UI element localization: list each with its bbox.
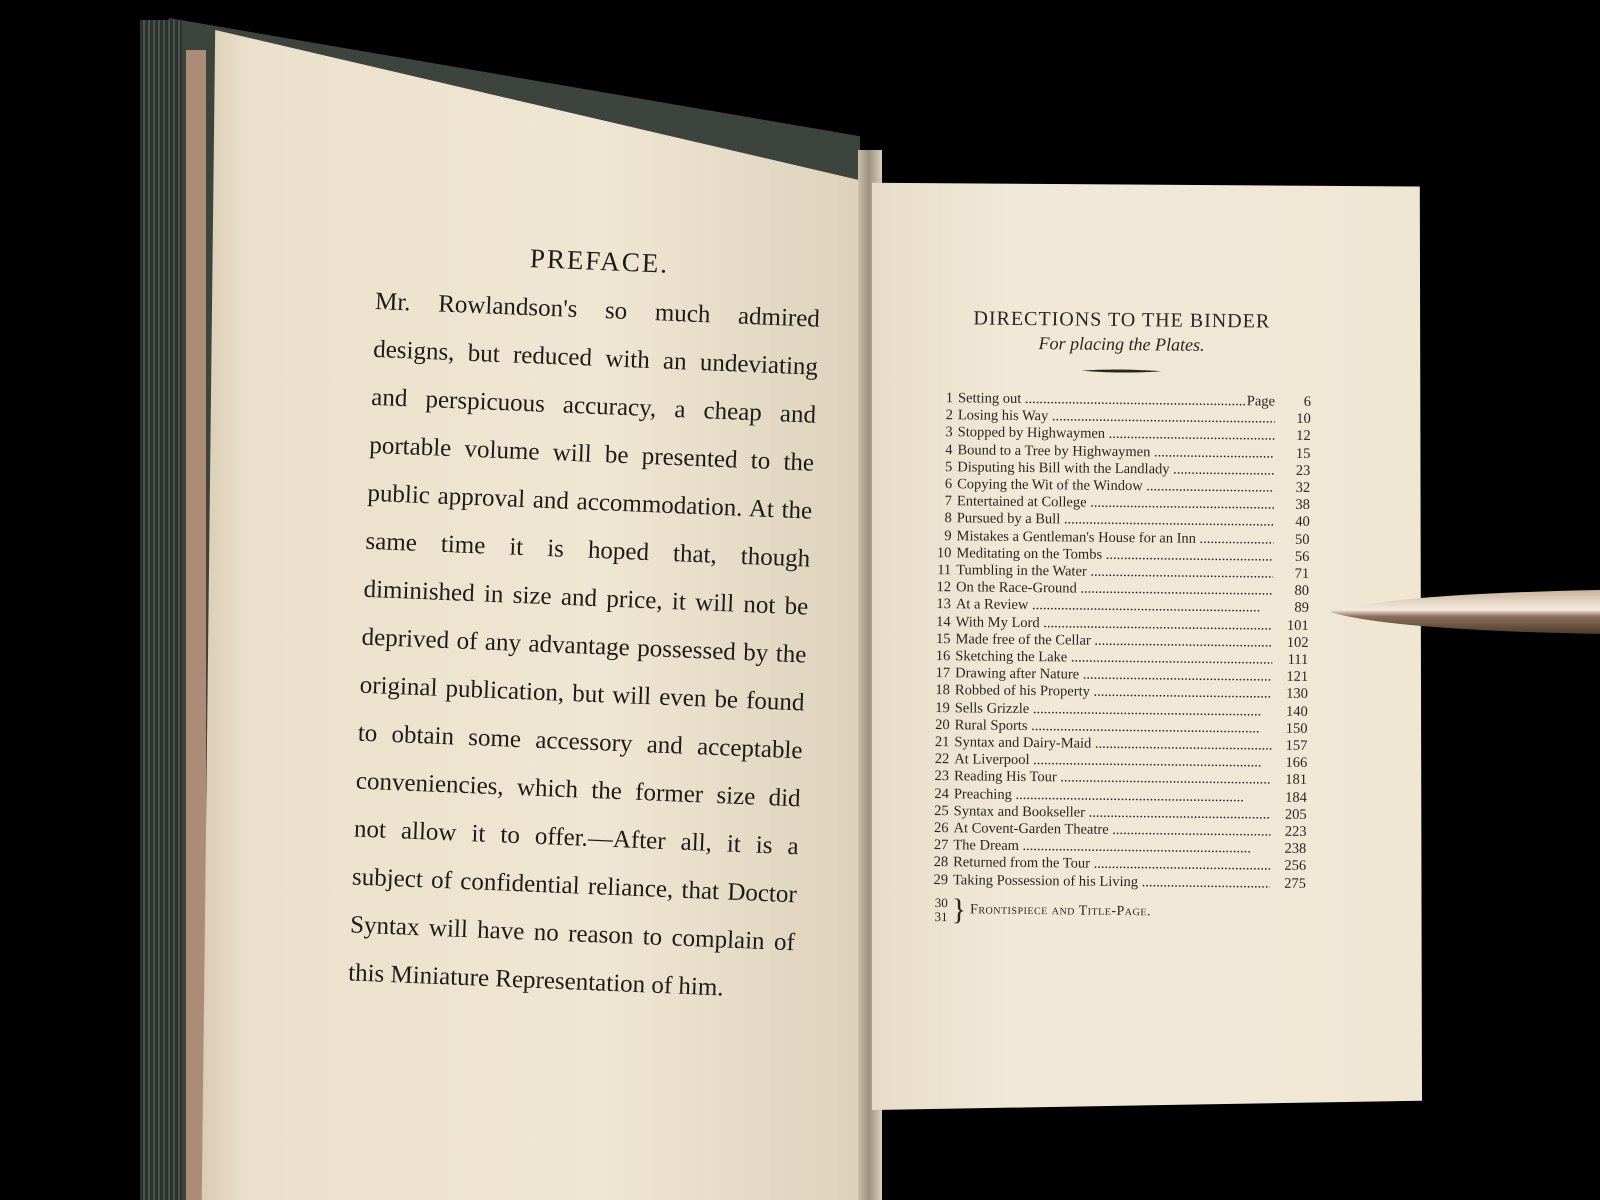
plate-number: 3 — [945, 424, 953, 441]
plate-title: With My Lord ..... — [956, 614, 1273, 635]
plate-page-number: 71 — [1294, 565, 1310, 582]
plate-number: 26 — [933, 820, 949, 837]
plate-page-number: 10 — [1296, 411, 1311, 428]
brace-icon: } — [951, 893, 967, 927]
plate-page-number: 184 — [1285, 789, 1307, 806]
plate-page-number: 256 — [1284, 858, 1307, 875]
plate-number: 14 — [936, 613, 951, 630]
frontispiece-row — [926, 895, 1306, 929]
plate-number: 25 — [934, 802, 949, 820]
plate-list — [926, 390, 1311, 893]
plate-page-number: 101 — [1286, 617, 1309, 634]
page-label: Page — [1246, 393, 1276, 410]
deckled-page-edge — [186, 50, 206, 1200]
plate-title: Mistakes a Gentleman's House for an Inn ..... — [956, 528, 1273, 549]
plate-number: 12 — [936, 579, 952, 596]
plate-title: Drawing after Nature ..... — [955, 666, 1272, 687]
plate-page-number: 223 — [1284, 823, 1307, 841]
plate-title: Syntax and Dairy-Maid ..... — [954, 734, 1271, 755]
plate-page-number: 50 — [1294, 531, 1310, 548]
plate-number: 19 — [935, 699, 950, 716]
plate-page-number: 181 — [1285, 772, 1308, 789]
plate-title: At a Review ..... — [956, 597, 1273, 618]
plate-page-number: 80 — [1294, 583, 1310, 600]
directions-subtitle: For placing the Plates. — [1038, 333, 1205, 355]
plate-number: 16 — [935, 648, 951, 665]
plate-number: 27 — [933, 837, 949, 854]
plate-number: 20 — [935, 716, 950, 734]
plate-number: 4 — [945, 441, 953, 458]
plate-number: 1 — [945, 390, 954, 407]
preface-section — [347, 232, 822, 1015]
plate-title: Disputing his Bill with the Landlady ..... — [957, 459, 1274, 480]
cloth-spine — [140, 20, 182, 1200]
plate-title: Entertained at College ..... — [957, 493, 1274, 514]
plate-title: At Covent-Garden Theatre ..... — [953, 820, 1270, 841]
plate-title: Setting out ..... — [958, 390, 1247, 410]
plate-number: 24 — [934, 785, 949, 802]
plate-number: 15 — [935, 630, 951, 648]
plate-title: Pursued by a Bull ..... — [957, 511, 1274, 532]
plate-page-number: 166 — [1285, 754, 1308, 772]
plate-number: 22 — [934, 751, 950, 768]
plate-number: 31 — [934, 908, 948, 925]
plate-number: 7 — [944, 493, 953, 510]
directions-title: DIRECTIONS TO THE BINDER — [973, 307, 1271, 333]
plate-page-number: 89 — [1294, 600, 1309, 617]
plate-title: Returned from the Tour ..... — [953, 855, 1270, 876]
plate-number: 6 — [944, 476, 953, 493]
plate-title: Copying the Wit of the Window ..... — [957, 476, 1274, 497]
plate-page-number: 150 — [1285, 720, 1308, 737]
preface-title: PREFACE. — [529, 243, 670, 279]
plate-number: 11 — [937, 562, 952, 579]
plate-page-number: 140 — [1285, 703, 1308, 720]
plate-page-number: 23 — [1295, 462, 1311, 479]
plate-number: 29 — [933, 871, 949, 888]
plate-title: Bound to a Tree by Highwaymen ..... — [957, 442, 1274, 463]
plate-page-number: 40 — [1295, 514, 1310, 531]
plate-page-number: 6 — [1303, 393, 1312, 410]
plate-title: The Dream ..... — [953, 838, 1270, 859]
plate-page-number: 32 — [1295, 479, 1311, 496]
plate-number: 21 — [934, 734, 950, 751]
plate-page-number: 102 — [1286, 634, 1309, 651]
plate-number: 23 — [934, 768, 950, 785]
binder-directions — [926, 306, 1312, 929]
plate-number: 10 — [936, 544, 952, 562]
plate-page-number: 38 — [1295, 497, 1311, 514]
plate-title: Robbed of his Property ..... — [955, 683, 1272, 704]
plate-title: Taking Possession of his Living ..... — [953, 872, 1270, 893]
plate-title: Sketching the Lake ..... — [955, 648, 1272, 669]
plate-title: Tumbling in the Water ..... — [956, 562, 1273, 583]
ornament-rule-icon — [1081, 368, 1161, 375]
plate-page-number: 238 — [1284, 841, 1307, 858]
plate-title: Reading His Tour ..... — [954, 769, 1271, 790]
plate-title: Made free of the Cellar ..... — [955, 631, 1272, 652]
plate-page-number: 157 — [1285, 737, 1308, 755]
plate-page-number: 12 — [1296, 428, 1311, 445]
plate-number: 2 — [945, 407, 953, 424]
frontispiece-title: Frontispiece and Title-Page. — [970, 902, 1151, 920]
plate-title: Losing his Way ..... — [958, 407, 1275, 428]
plate-page-number: 111 — [1287, 651, 1309, 669]
paper-knife — [1330, 582, 1600, 642]
plate-number: 13 — [936, 596, 951, 613]
plate-title: Preaching ..... — [954, 786, 1271, 807]
plate-page-number: 15 — [1295, 445, 1311, 462]
plate-title: On the Race-Ground ..... — [956, 580, 1273, 601]
plate-page-number: 56 — [1294, 548, 1310, 565]
plate-row — [926, 872, 1306, 893]
plate-page-number: 121 — [1286, 668, 1309, 686]
plate-title: Stopped by Highwaymen ..... — [958, 425, 1275, 446]
plate-number: 5 — [944, 458, 953, 476]
plate-number: 30 — [934, 894, 948, 911]
plate-title: Meditating on the Tombs ..... — [956, 545, 1273, 566]
plate-title: Rural Sports ..... — [955, 717, 1272, 738]
plate-title: Sells Grizzle ..... — [955, 700, 1272, 721]
plate-number: 18 — [935, 682, 951, 699]
plate-number: 9 — [944, 527, 952, 544]
plate-title: At Liverpool ..... — [954, 752, 1271, 773]
preface-body: Mr. Rowlandson's so much admired designs, but reduced with an undeviating and perspicuous accuracy, a cheap and portable volume will be presented to the public approval and accommodation. At the same time it is hoped that, though diminished in size and price, it will not be deprived of any advantage possessed by the original publication, but will even be found to obtain some accessory and acceptable conveniencies, which the former size did not allow it to offer.—After all, it is a subject of confidential reliance, that Doctor Syntax will have no reason to complain of this Miniature Representation of him. — [347, 287, 821, 1002]
plate-page-number: 275 — [1284, 875, 1307, 892]
plate-page-number: 130 — [1286, 686, 1309, 703]
plate-number: 8 — [944, 510, 952, 527]
plate-number: 28 — [933, 854, 949, 871]
plate-title: Syntax and Bookseller ..... — [954, 803, 1271, 824]
plate-page-number: 205 — [1284, 806, 1307, 823]
plate-number: 17 — [935, 665, 951, 682]
